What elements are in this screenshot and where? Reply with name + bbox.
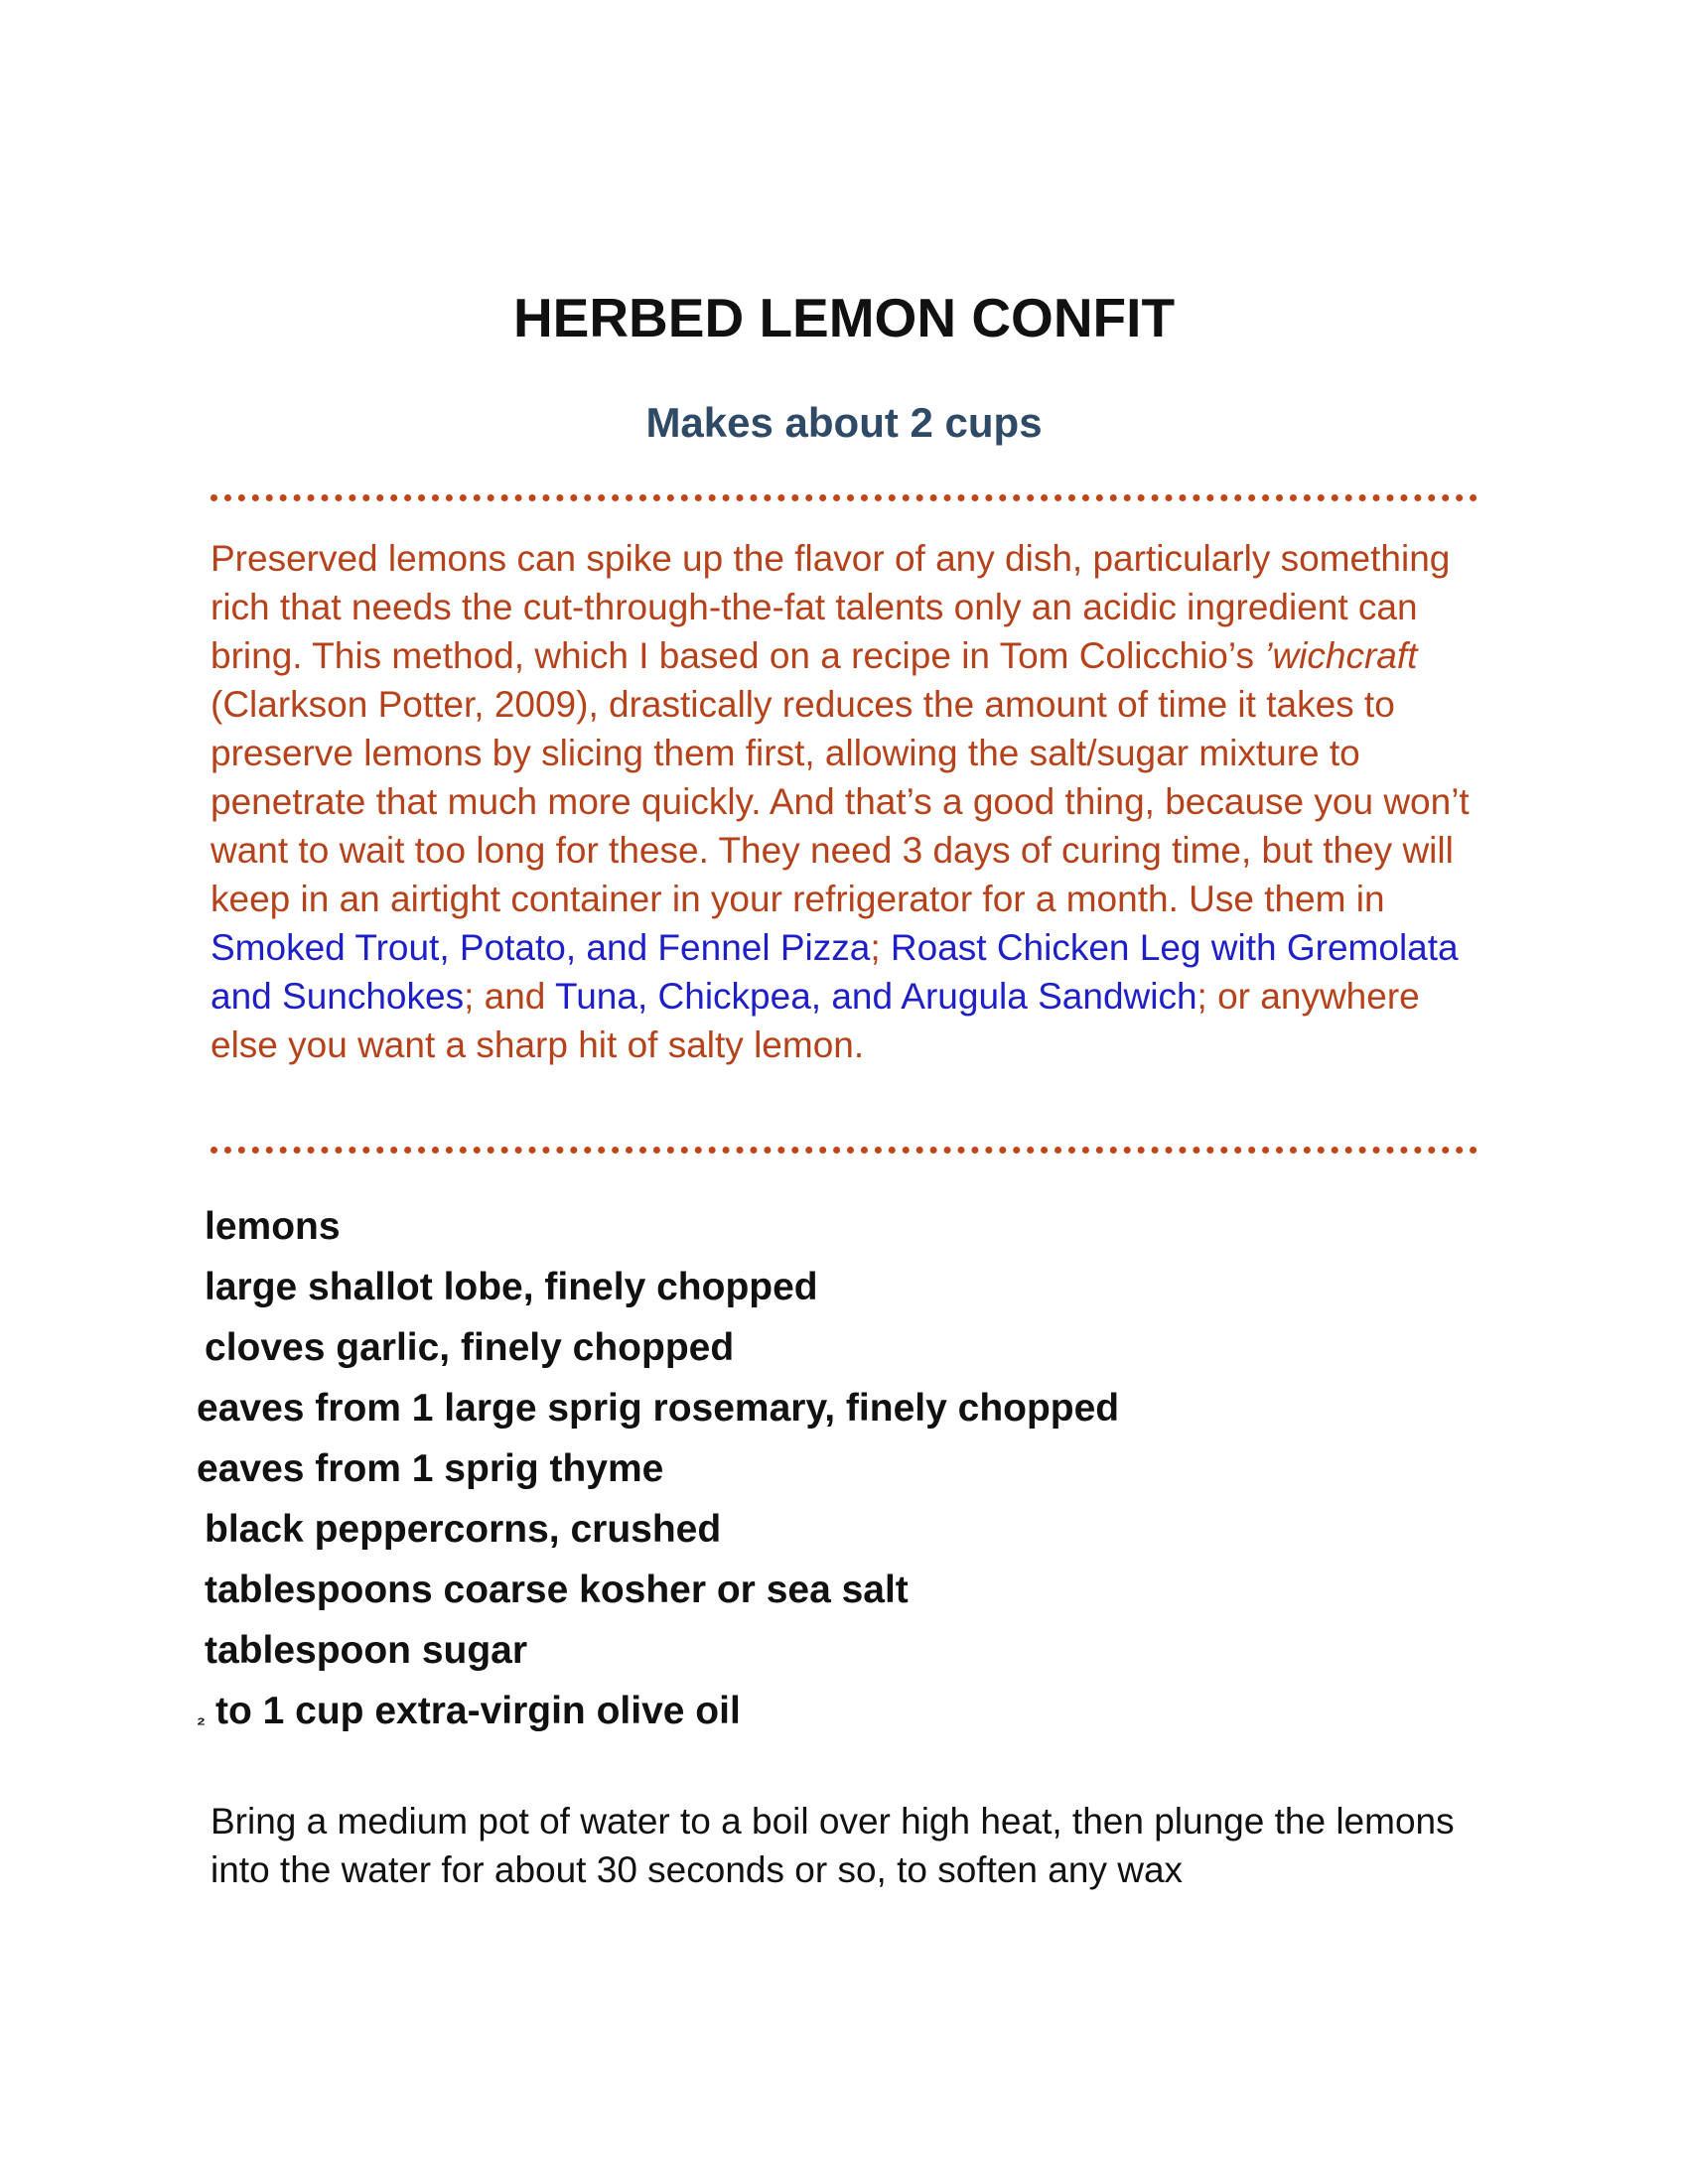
recipe-yield: Makes about 2 cups (645, 399, 1043, 446)
ingredient-text: cloves garlic, finely chopped (205, 1326, 735, 1369)
link-roast-chicken-leg[interactable]: Roast Chicken Leg with Gremolata and Sunchokes (211, 927, 1459, 1017)
ingredient-text: tablespoons coarse kosher or sea salt (205, 1569, 909, 1611)
headnote-separator-1: ; (870, 927, 891, 968)
link-tuna-sandwich[interactable]: Tuna, Chickpea, and Arugula Sandwich (555, 976, 1197, 1017)
method-step-text: Bring a medium pot of water to a boil over high heat, then plunge the lemons into the water for about 30 seconds or so, to soften any wax (211, 1801, 1455, 1890)
ingredient-item (0, 1620, 1489, 1681)
recipe-headnote (211, 534, 1491, 1069)
recipe-title: HERBED LEMON CONFIT (512, 287, 1176, 348)
ingredient-item (0, 1438, 1489, 1499)
ingredient-item (0, 1257, 1489, 1317)
ingredient-item (0, 1560, 1489, 1620)
headnote-separator-2: ; and (464, 976, 555, 1017)
headnote-text-1: Preserved lemons can spike up the flavor of any dish, particularly something rich that needs the cut-through-the-fat talents only an acidic ingredient can bring. This method, which I based on a recipe in Tom Colicchio’s (211, 538, 1451, 676)
link-smoked-trout-pizza[interactable]: Smoked Trout, Potato, and Fennel Pizza (211, 927, 871, 968)
bottom-dotted-divider (211, 1147, 1477, 1154)
headnote-text-2: (Clarkson Potter, 2009), drastically reduces the amount of time it takes to preserve lemons by slicing them first, allowing the salt/sugar mixture to penetrate that much more quickly. And that’s a good thing, because you won’t want to wait too long for these. They need 3 days of curing time, but they will keep in an airtight container in your refrigerator for a month. Use them in (211, 684, 1470, 919)
ingredient-text: to 1 cup extra-virgin olive oil (215, 1690, 741, 1732)
ingredient-list (0, 1196, 1489, 1741)
headnote-text-3: ; or anywhere else you want a sharp hit of salty lemon. (211, 976, 1420, 1065)
ingredient-text: black peppercorns, crushed (205, 1508, 722, 1551)
ingredient-text: eaves from 1 large sprig rosemary, finely chopped (197, 1387, 1120, 1430)
ingredient-cut-glyph: ₂ (197, 1707, 206, 1729)
ingredient-text: lemons (205, 1205, 341, 1248)
ingredient-item (0, 1378, 1489, 1438)
ingredient-text: large shallot lobe, finely chopped (205, 1266, 818, 1308)
ingredient-item (0, 1499, 1489, 1560)
ingredient-item (0, 1317, 1489, 1378)
ingredient-item (0, 1196, 1489, 1257)
top-dotted-divider (211, 494, 1477, 501)
ingredient-text: eaves from 1 sprig thyme (197, 1447, 664, 1490)
headnote-book-title: ’wichcraft (1264, 635, 1418, 676)
ingredient-text: tablespoon sugar (205, 1629, 528, 1672)
ingredient-item (0, 1681, 1489, 1741)
